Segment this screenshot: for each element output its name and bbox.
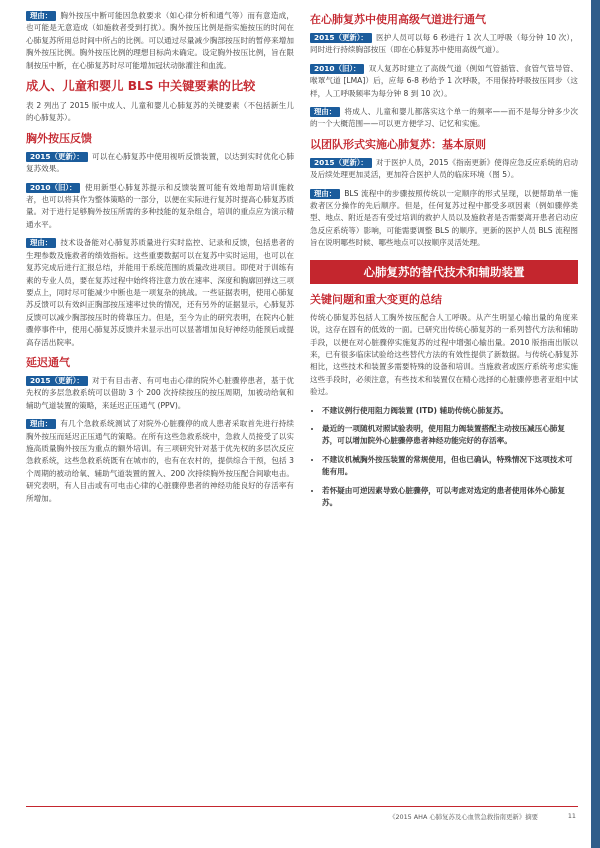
- heading-team-cpr: 以团队形式实施心肺复苏：基本原则: [310, 137, 486, 151]
- summary-paragraph: 传统心肺复苏包括人工胸外按压配合人工呼吸。从产生明显心输出量的角度来说，这存在固有的低效的一面。已研究出传统心肺复苏的一系列替代方法和辅助手段，以便在对心脏骤停实施复苏的过程中增强心输出量。2010 版指南出版以来，已有很多临床试验给这些替代方法的有效性提供了新数据。与传统心肺复苏相比，这些技术和装置多需要特殊的设备和培训。当施救者或医疗系统考虑实施这些手段时，必须注意，有些技术和装置仅在精心选择的心脏骤停患者亚组中试验过。: [310, 312, 578, 397]
- right-column: [310, 10, 578, 515]
- rationale-tag: 理由：: [310, 107, 340, 117]
- list-item: • 不建议机械胸外按压装置的常规使用，但也已确认，特殊情况下这项技术可能有用。: [322, 454, 578, 479]
- feedback-rationale-text: 技术设备能对心肺复苏质量进行实时监控、记录和反馈，包括患者的生理参数及施救者的绩效指标。这些重要数据可以在复苏中实时运用，也可以在复苏完成后进行汇报总结，并能用于系统范围的质量改进项目。即使对于训练有素的专业人员，要在复苏过程中始终将注意力放在速率、深度和胸廓回弹这三项要点上，同时尽可能减少中断也是一项复杂的挑战。一些证据表明，使用心肺复苏反馈可以有效纠正胸部按压速率过快的情况，还有另外的证据显示，心肺复苏反馈可以减少胸部按压时的倚靠压力。但是，至今为止的研究表明，在院内心脏骤停事件中，使用心肺复苏反馈并未显示出可以显著增加良好神经功能预后或提高存活出院率。: [26, 238, 294, 347]
- team-rationale-paragraph: [310, 188, 578, 250]
- list-item: • 若怀疑由可逆因素导致心脏骤停，可以考虑对选定的患者使用体外心肺复苏。: [322, 485, 578, 510]
- update-2015-tag: 2015（更新）：: [26, 152, 88, 162]
- airway-2015-paragraph: [310, 32, 578, 57]
- team-rationale-text: BLS 流程中的步骤按照传统以一定顺序的形式呈现，以便帮助单一施救者区分操作的先后顺序。但是，任何复苏过程中都受多项因素（例如骤停类型、地点、附近是否有受过培训的救护人员以及施救者是否需要离开患者启动应急反应系统等）影响，可能需要调整 BLS 的顺序。更新的医护人员 BLS 流程图旨在说明哪些时候、哪些地点可以按顺序灵活处理。: [310, 188, 578, 248]
- delay-2015-paragraph: [26, 375, 294, 412]
- rationale-tag: 理由：: [26, 238, 56, 248]
- delay-rationale-text: 有几个急救系统测试了对院外心脏骤停的成人患者采取首先进行持续胸外按压而延迟正压通气的策略。在所有这些急救系统中，急救人员接受了以实施高质量胸外按压为重点的额外培训。有三项研究针对基于优先权的多层次反应急救系统，这些急救系统既有在城市的，也有在农村的，提供综合干预，包括 3 个周期的被动给氧、辅助气道装置的置入、200 次持续胸外按压配合间歇电击。研究表明，有人目击或有可电击心律的心脏骤停患者的神经功能良好的存活率有所增加。: [26, 419, 294, 503]
- summary-bullet-list: [310, 405, 578, 510]
- page-number: 11: [567, 812, 576, 820]
- side-bar-decoration: [591, 0, 600, 848]
- airway-rationale-text: 将成人、儿童和婴儿都落实这个单一的频率——而不是每分钟多少次的一个大概范围——可以更方便学习、记忆和实施。: [310, 107, 578, 129]
- intro-paragraph: [26, 10, 294, 72]
- heading-bls-comparison: 成人、儿童和婴儿 BLS 中关键要素的比较: [26, 79, 256, 94]
- old-2010-tag: 2010（旧）：: [26, 183, 80, 193]
- feedback-2010-paragraph: [26, 182, 294, 232]
- update-2015-tag: 2015（更新）：: [26, 376, 88, 386]
- heading-advanced-airway: 在心肺复苏中使用高级气道进行通气: [310, 13, 486, 26]
- section-banner: 心肺复苏的替代技术和辅助装置: [310, 260, 578, 284]
- footer-title: 《2015 AHA 心肺复苏及心血管急救指南更新》摘要: [389, 813, 538, 821]
- list-item: • 不建议例行使用阻力阀装置 (ITD) 辅助传统心肺复苏。: [322, 405, 578, 417]
- footer-divider: [26, 806, 578, 807]
- update-2015-tag: 2015（更新）：: [310, 33, 372, 43]
- airway-2015-text: 医护人员可以每 6 秒进行 1 次人工呼吸（每分钟 10 次），同时进行持续胸部按压（即在心肺复苏中使用高级气道）。: [310, 33, 578, 55]
- heading-delayed-ventilation: 延迟通气: [26, 355, 70, 369]
- airway-2010-text: 双人复苏时建立了高级气道（例如气管插管、食管气管导管、喉罩气道 [LMA]）后，应每 6-8 秒给予 1 次呼吸，不用保持呼吸按压同步（这样，人工呼吸频率为每分钟 8 到 10 次）。: [310, 63, 578, 98]
- old-2010-tag: 2010（旧）：: [310, 64, 364, 74]
- feedback-2015-paragraph: [26, 151, 294, 176]
- feedback-rationale-paragraph: [26, 237, 294, 349]
- delay-rationale-paragraph: [26, 418, 294, 505]
- intro-text: 胸外按压中断可能因急救要求（如心律分析和通气等）而有意造成，也可能是无意造成（如施救者受到打扰）。胸外按压比例是指实施按压的时间在心肺复苏所用总时间中所占的比例。可以通过尽量减少胸部按压时的暂停来增加胸外按压比例。胸外按压比例的理想目标尚未确定。设定胸外按压比例，旨在限制按压中断，在心肺复苏时尽可能增加冠状动脉灌注和血流。: [26, 11, 294, 70]
- airway-2010-paragraph: [310, 63, 578, 100]
- team-2015-text: 对于医护人员，2015《指南更新》使得应急反应系统的启动及后续处理更加灵活，更加符合医护人员的临床环境（图 5）。: [310, 157, 578, 180]
- rationale-tag: 理由：: [26, 11, 56, 21]
- left-column: [26, 10, 294, 511]
- rationale-tag: 理由：: [310, 189, 340, 199]
- rationale-tag: 理由：: [26, 419, 56, 429]
- heading-summary: 关键问题和重大变更的总结: [310, 292, 442, 306]
- heading-compression-feedback: 胸外按压反馈: [26, 131, 92, 145]
- airway-rationale-paragraph: [310, 106, 578, 131]
- feedback-2010-text: 使用新型心肺复苏提示和反馈装置可能有效地帮助培训施救者，也可以将其作为整体策略的一部分，以便在实际进行复苏时提高心肺复苏质量。对于进行足够胸外按压所需的多种技能的复杂组合，培训的重点应为演示精通水平。: [26, 182, 294, 229]
- feedback-2015-text: 可以在心肺复苏中使用视听反馈装置，以达到实时优化心肺复苏效果。: [26, 151, 294, 174]
- page-footer: [26, 812, 578, 824]
- list-item: • 最近的一项随机对照试验表明，使用阻力阀装置搭配主动按压减压心肺复苏，可以增加院外心脏骤停患者神经功能完好的存活率。: [322, 423, 578, 448]
- comparison-paragraph: 表 2 列出了 2015 版中成人、儿童和婴儿心肺复苏的关键要素（不包括新生儿的心肺复苏）。: [26, 101, 294, 123]
- delay-2015-text: 对于有目击者、有可电击心律的院外心脏骤停患者，基于优先权的多层急救系统可以借助 3 个 200 次持续按压的按压周期，加被动给氧和辅助气道装置的策略，来延迟正压通气 (PPV)。: [26, 375, 294, 410]
- team-2015-paragraph: [310, 157, 578, 182]
- update-2015-tag: 2015（更新）：: [310, 158, 372, 168]
